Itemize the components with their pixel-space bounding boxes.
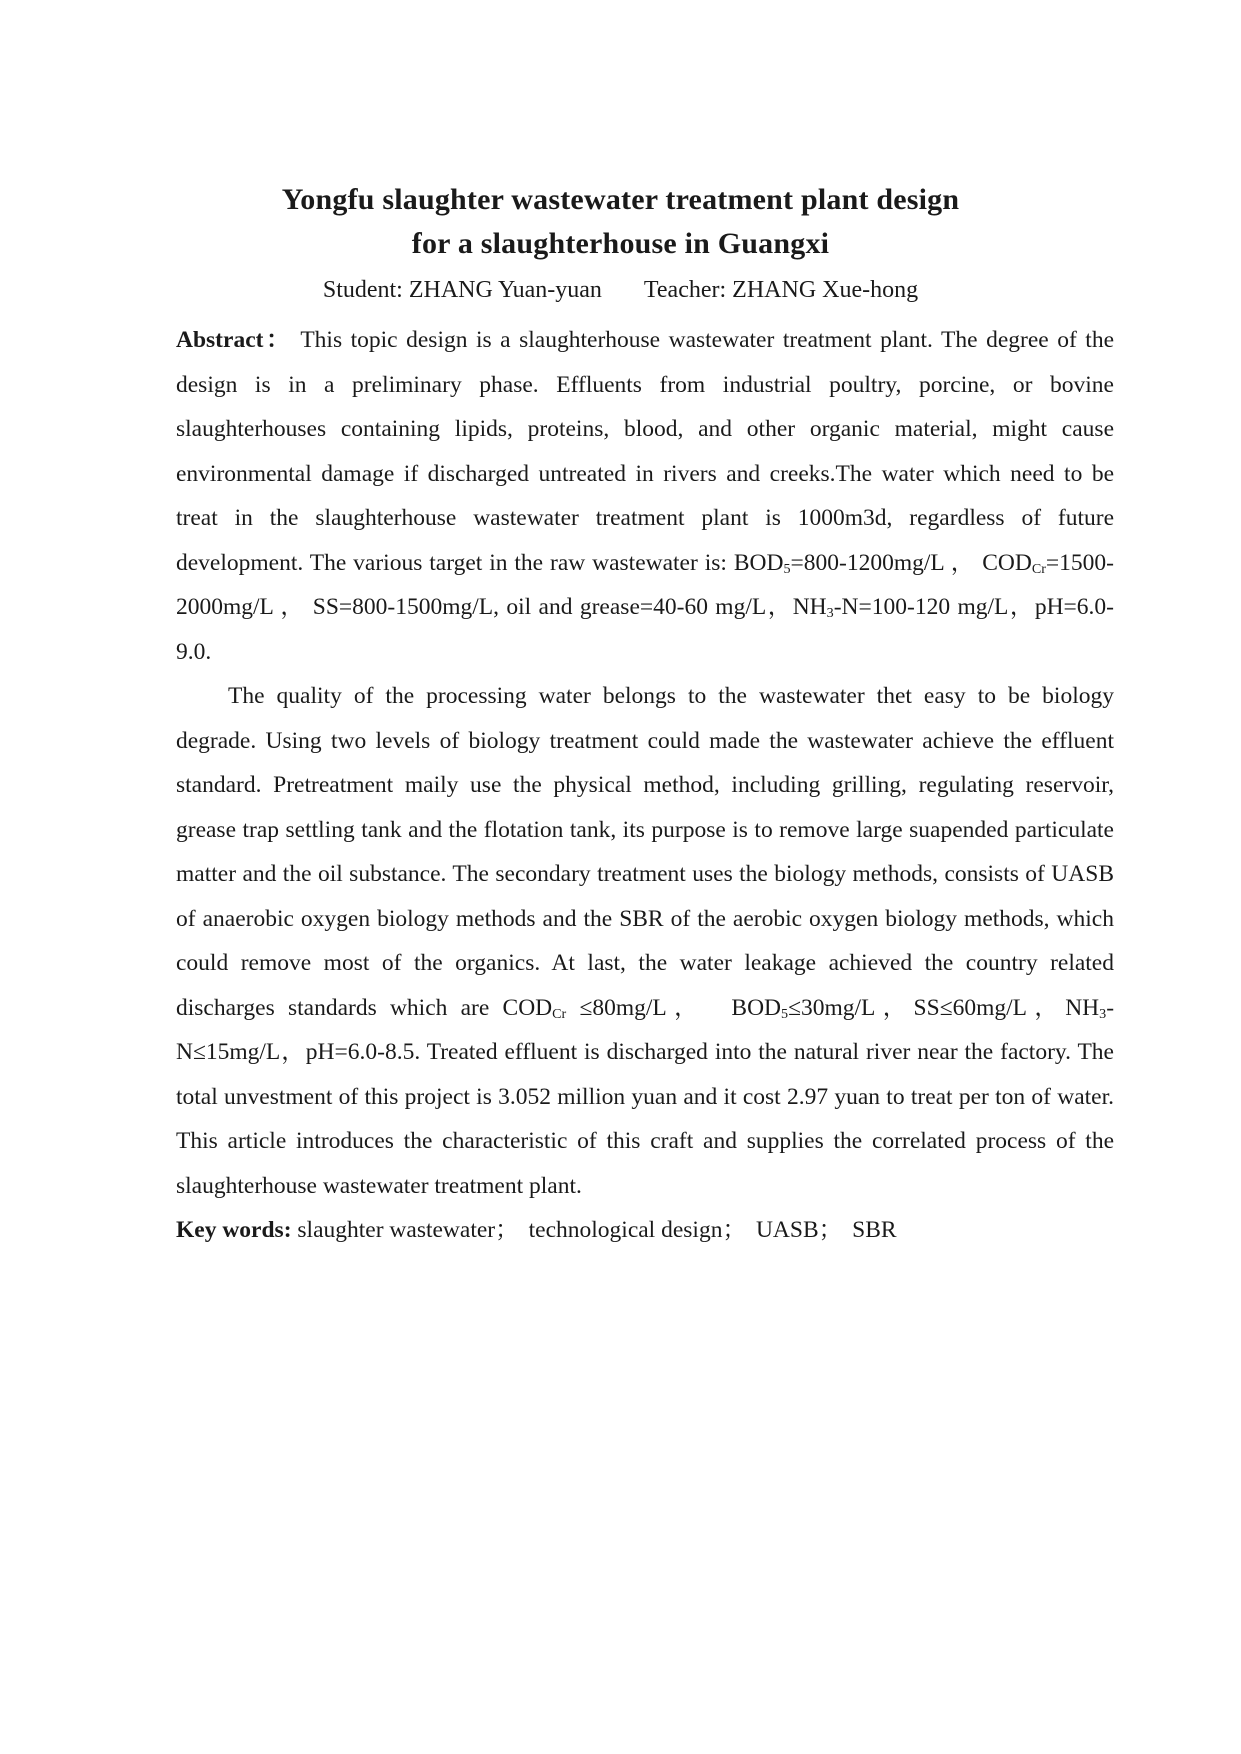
keyword-item: slaughter wastewater； (297, 1217, 519, 1243)
cod-effluent-value: ≤80mg/L， (579, 994, 705, 1021)
abstract-paragraph-1 (176, 318, 1114, 674)
ss-raw: SS=800-1500mg/L, oil and (312, 594, 573, 620)
title-line-2: for a slaughterhouse in Guangxi (411, 227, 830, 260)
nh3-effluent: $NH_3-N\le 15mg/L$，pH=6.0-8.5. (176, 994, 1115, 1065)
keyword-item: SBR (852, 1217, 897, 1243)
keywords-label: Key words: (176, 1217, 292, 1243)
abstract-label: Abstract： (176, 327, 293, 353)
authors-line (0, 270, 1241, 310)
cod-raw: $COD_{Cr}=1500-2000mg/L$ ， (176, 549, 1115, 620)
bod-raw: $BOD_5=800-1200mg/L$ ， (733, 549, 976, 577)
abstract-section (176, 318, 1114, 1253)
cod-effluent: $COD_{Cr}$ (502, 994, 567, 1022)
student-name: Student: ZHANG Yuan-yuan (322, 277, 602, 303)
bod-effluent: $BOD_5\le 30mg/L$，SS≤60mg/L， (731, 994, 1066, 1022)
nh3-raw: $NH_3-N=100-120$ mg/L，pH=6.0-9.0. (176, 594, 1115, 665)
abstract-p2-text: The quality of the processing water belongs to the wastewater thet easy to be biology degrade. Using two levels of biology treatment could made the wastewater achieve the effluent standard. Pretreatment maily use the physical method, including grilling, regulating reservoir, grease trap settling tank and the flotation tank, its purpose is to remove large suapended particulate matter and the oil substance. The secondary treatment uses the biology methods, consists of UASB of anaerobic oxygen biology methods and the SBR of the aerobic oxygen biology methods, which could remove most of the organics. At last, the water leakage achieved the country related discharges standards which are (176, 683, 1114, 1021)
abstract-p2-tail: Treated effluent is discharged into the natural river near the factory. The total unvestment of this project is 3.052 million yuan and it cost 2.97 yuan to treat per ton of water. This article introduces the characteristic of this craft and supplies the correlated process of the slaughterhouse wastewater treatment plant. (176, 1039, 1114, 1199)
teacher-name: Teacher: ZHANG Xue-hong (643, 277, 919, 303)
keywords-line (176, 1208, 1114, 1253)
keyword-item: technological design； (528, 1217, 746, 1243)
keyword-item: UASB； (755, 1217, 843, 1243)
abstract-paragraph-2 (176, 674, 1114, 1208)
abstract-p1-text: This topic design is a slaughterhouse wastewater treatment plant. The degree of the design is in a preliminary phase. Effluents from industrial poultry, porcine, or bovine slaughterhouses containing lipids, proteins, blood, and other organic material, might cause environmental damage if discharged untreated in rivers and creeks.The water which need to be treat in the slaughterhouse wastewater treatment plant is 1000m3d, regardless of future development. The various target in the raw wastewater is: (176, 327, 1114, 576)
grease-raw: grease=40-60 mg/L， (579, 594, 793, 620)
title-line-1: Yongfu slaughter wastewater treatment plant design (281, 183, 960, 216)
